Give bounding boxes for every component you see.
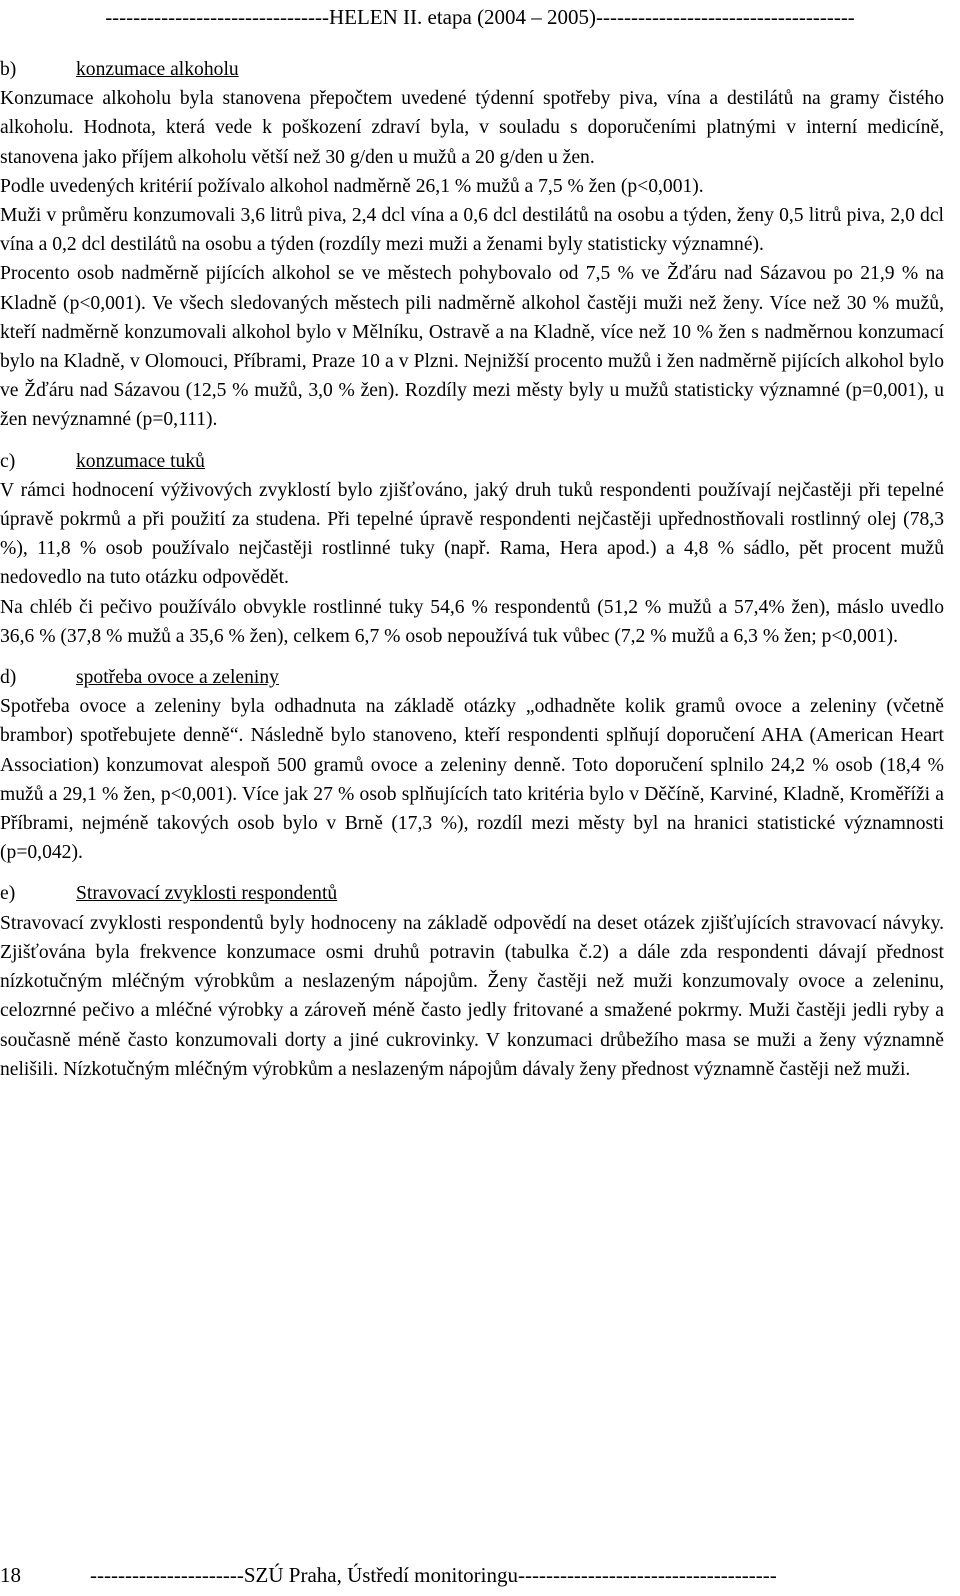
footer-text: ----------------------SZÚ Praha, Ústředí monitoringu------------------------------------- [90, 1563, 777, 1587]
section-letter: b) [0, 59, 17, 80]
main-content [0, 55, 944, 1096]
paragraph: Na chléb či pečivo používálo obvykle rostlinné tuky 54,6 % respondentů (51,2 % mužů a 57,4% žen), máslo uvedlo 36,6 % (37,8 % mužů a 35,6 % žen), celkem 6,7 % osob nepoužívá tuk vůbec (7,2 % mužů a 6,3 % žen; p<0,001). [0, 596, 944, 647]
section-fruit-vegetables [0, 663, 944, 867]
paragraph: Spotřeba ovoce a zeleniny byla odhadnuta na základě otázky „odhadněte kolik gramů ovoce a zeleniny (včetně brambor) spotřebujete denně“. Následně bylo stanoveno, kteří respondenti splňují doporučení AHA (American Heart Association) konzumovat alespoň 500 gramů ovoce a zeleniny denně. Toto doporučení splnilo 24,2 % osob (18,4 % mužů a 29,1 % žen, p<0,001). Více jak 27 % osob splňujících tato kritéria bylo v Děčíně, Karviné, Kladně, Kroměříži a Příbrami, nejméně takových osob bylo v Brně (17,3 %), rozdíl mezi městy byl na hranici statistické významnosti (p=0,042). [0, 696, 944, 864]
section-letter: c) [0, 450, 16, 472]
section-heading [0, 879, 944, 908]
section-fats [0, 447, 944, 651]
section-title: konzumace tuků [76, 450, 205, 472]
paragraph: Konzumace alkoholu byla stanovena přepočtem uvedené týdenní spotřeby piva, vína a destilátů na gramy čistého alkoholu. Hodnota, která vede k poškození zdraví byla, v souladu s doporučeními platnými v interní medicíně, stanovena jako příjem alkoholu větší než 30 g/den u mužů a 20 g/den u žen. [0, 88, 944, 168]
section-letter: d) [0, 667, 17, 689]
paragraph: V rámci hodnocení výživových zvyklostí bylo zjišťováno, jaký druh tuků respondenti používají nejčastěji při tepelné úpravě pokrmů a při použití za studena. Při tepelné úpravě respondenti nejčastěji upřednostňovali rostlinný olej (78,3 %), 11,8 % osob používalo nejčastěji rostlinné tuky (např. Rama, Hera apod.) a 4,8 % sádlo, pět procent mužů nedovedlo na tuto otázku odpovědět. [0, 479, 944, 589]
section-title: spotřeba ovoce a zeleniny [76, 667, 279, 689]
paragraph: Muži v průměru konzumovali 3,6 litrů piva, 2,4 dcl vína a 0,6 dcl destilátů na osobu a týden, ženy 0,5 litrů piva, 2,0 dcl vína a 0,2 dcl destilátů na osobu a týden (rozdíly mezi muži a ženami byly statisticky významné). [0, 205, 944, 256]
paragraph: Procento osob nadměrně pijících alkohol se ve městech pohybovalo od 7,5 % ve Žďáru nad Sázavou po 21,9 % na Kladně (p<0,001). Ve všech sledovaných městech pili nadměrně alkohol častěji muži než ženy. Více než 30 % mužů, kteří nadměrně konzumovali alkohol bylo v Mělníku, Ostravě a na Kladně, více než 10 % žen s nadměrnou konzumací bylo na Kladně, v Olomouci, Příbrami, Praze 10 a v Plzni. Nejnižší procento mužů i žen nadměrně pijících alkohol bylo ve Žďáru nad Sázavou (12,5 % mužů, 3,0 % žen). Rozdíly mezi městy byly u mužů statisticky významné (p=0,001), u žen nevýznamné (p=0,111). [0, 263, 944, 431]
paragraph: Podle uvedených kritérií požívalo alkohol nadměrně 26,1 % mužů a 7,5 % žen (p<0,001). [0, 175, 704, 197]
running-header: --------------------------------HELEN II. etapa (2004 – 2005)------------------------------------- [105, 5, 855, 29]
section-eating-habits [0, 879, 944, 1083]
paragraph: Stravovací zvyklosti respondentů byly hodnoceny na základě odpovědí na deset otázek zjišťujících stravovací návyky. Zjišťována byla frekvence konzumace osmi druhů potravin (tabulka č.2) a dále zda respondenti dávají přednost nízkotučným mléčným výrobkům a neslazeným nápojům. Ženy častěji než muži konzumovaly ovoce a zeleninu, celozrnné pečivo a mléčné výrobky a zároveň méně často jedly fritované a smažené pokrmy. Muži častěji jedli ryby a současně méně často konzumovali dorty a jiné cukrovinky. V konzumaci drůbežího masa se muži a ženy významně nelišili. Nízkotučným mléčným výrobkům a neslazeným nápojům dávaly ženy přednost významně častěji než muži. [0, 912, 944, 1080]
section-letter: e) [0, 883, 16, 905]
section-heading [0, 663, 944, 692]
page-number: 18 [0, 1563, 21, 1587]
section-heading [0, 447, 944, 476]
section-title: Stravovací zvyklosti respondentů [76, 883, 338, 905]
section-alcohol [0, 55, 944, 435]
section-title: konzumace alkoholu [76, 59, 239, 80]
running-footer [0, 1562, 960, 1588]
section-heading [0, 55, 944, 84]
